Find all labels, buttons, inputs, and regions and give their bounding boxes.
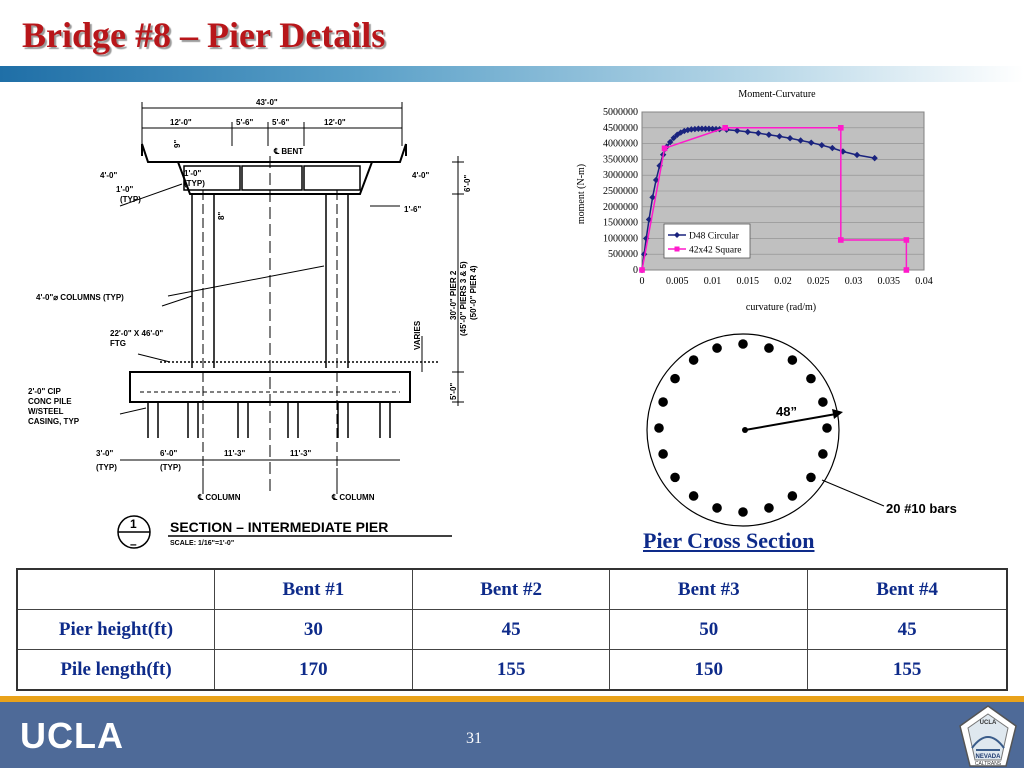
x-tick-label: 0.04 xyxy=(915,276,933,287)
cross-section-title: Pier Cross Section xyxy=(643,528,815,553)
x-axis-label: curvature (rad/m) xyxy=(745,302,817,313)
section-scale: SCALE: 1/16"=1'-0" xyxy=(170,540,235,547)
data-point xyxy=(662,146,668,152)
columns-note: 4'-0"⌀ COLUMNS (TYP) xyxy=(36,293,124,302)
bent-label: ℄ BENT xyxy=(274,147,304,156)
dim-4-0-left: 4'-0" xyxy=(100,171,118,180)
data-point xyxy=(639,267,645,273)
y-tick-label: 0 xyxy=(633,265,638,276)
dim-3-0: 3'-0" xyxy=(96,449,114,458)
section-number: 1 xyxy=(130,517,137,531)
rebar-dot xyxy=(658,397,668,407)
table-header-row xyxy=(17,569,1007,610)
pile-note-3: W/STEEL xyxy=(28,407,64,416)
x-tick-labels xyxy=(640,276,933,287)
table-header-cell: Bent #3 xyxy=(610,569,808,610)
rebar-dot xyxy=(822,423,832,433)
pile-note-2: CONC PILE xyxy=(28,397,72,406)
table-header-cell: Bent #2 xyxy=(412,569,610,610)
rebar-dot xyxy=(738,339,748,349)
table-header-cell xyxy=(17,569,215,610)
dim-12a: 12'-0" xyxy=(170,118,192,127)
rebar-dot xyxy=(788,491,798,501)
legend-marker xyxy=(675,247,680,252)
table-cell: 155 xyxy=(412,650,610,691)
table-header-cell: Bent #4 xyxy=(808,569,1007,610)
footer-bar xyxy=(0,702,1024,768)
rebar-dot xyxy=(788,355,798,365)
y-tick-label: 5000000 xyxy=(603,107,638,118)
rebar-dot xyxy=(654,423,664,433)
table-header-cell: Bent #1 xyxy=(215,569,413,610)
y-tick-label: 3500000 xyxy=(603,154,638,166)
table-cell: 45 xyxy=(808,610,1007,650)
rebar-dot xyxy=(818,397,828,407)
dim-6-0b: 6'-0" xyxy=(160,449,178,458)
pile-note-1: 2'-0" CIP xyxy=(28,387,61,396)
row-label: Pile length(ft) xyxy=(17,650,215,691)
radius-label: 48” xyxy=(776,404,797,419)
dim-typ: (TYP) xyxy=(184,179,205,188)
x-tick-label: 0.01 xyxy=(703,276,722,287)
x-tick-label: 0.035 xyxy=(877,276,900,287)
table-cell: 150 xyxy=(610,650,808,691)
table-row xyxy=(17,650,1007,691)
table-cell: 155 xyxy=(808,650,1007,691)
rebar-dot xyxy=(689,491,699,501)
pier-height-1: 30'-0" PIER 2 xyxy=(449,270,458,320)
x-tick-label: 0.005 xyxy=(666,276,689,287)
y-tick-label: 1000000 xyxy=(603,233,638,245)
column-b-label: ℄ COLUMN xyxy=(332,493,375,502)
y-tick-label: 1500000 xyxy=(603,217,638,229)
dim-5-0: 5'-0" xyxy=(449,382,458,400)
dim-11-3b: 11'-3" xyxy=(290,449,312,458)
dim-4-0-right: 4'-0" xyxy=(412,171,430,180)
table-cell: 170 xyxy=(215,650,413,691)
table-cell: 30 xyxy=(215,610,413,650)
data-point xyxy=(904,237,910,243)
data-point xyxy=(838,237,844,243)
dim-typ-b: (TYP) xyxy=(120,195,141,204)
pier-section-drawing xyxy=(20,96,490,556)
y-axis-label: moment (N-m) xyxy=(576,163,587,225)
chart-legend xyxy=(664,224,750,258)
bars-leader xyxy=(822,480,884,506)
pier-height-3: (50'-0" PIER 4) xyxy=(469,265,478,320)
dim-6-typ: (TYP) xyxy=(160,463,181,472)
dim-12b: 12'-0" xyxy=(324,118,346,127)
row-label: Pier height(ft) xyxy=(17,610,215,650)
rebar-dot xyxy=(658,449,668,459)
table-row xyxy=(17,610,1007,650)
rebar-dot xyxy=(764,343,774,353)
varies-label: VARIES xyxy=(413,320,422,350)
dim-9: 9" xyxy=(173,139,182,148)
rebar-dot xyxy=(670,473,680,483)
y-tick-label: 4000000 xyxy=(603,138,638,150)
dim-1-6: 1'-6" xyxy=(404,205,422,214)
x-tick-label: 0.03 xyxy=(844,276,863,287)
chart-title: Moment-Curvature xyxy=(738,89,816,100)
data-point xyxy=(838,125,844,131)
dim-3-typ: (TYP) xyxy=(96,463,117,472)
data-point xyxy=(904,267,910,273)
y-tick-label: 500000 xyxy=(608,249,638,261)
seal-logo-icon xyxy=(958,704,1018,768)
dim-6-0: 6'-0" xyxy=(463,174,472,192)
seal-text-bottom: CALTRANS xyxy=(974,761,1002,767)
moment-curvature-chart xyxy=(570,84,950,324)
rebar-dot xyxy=(806,374,816,384)
table-cell: 50 xyxy=(610,610,808,650)
y-tick-label: 2500000 xyxy=(603,186,638,197)
seal-text-mid: NEVADA xyxy=(975,754,1001,760)
dim-overall-width: 43'-0" xyxy=(256,98,278,107)
dim-11-3a: 11'-3" xyxy=(224,449,246,458)
pier-data-table xyxy=(16,568,1008,691)
rebar-dot xyxy=(712,343,722,353)
y-tick-labels xyxy=(603,107,638,276)
svg-text:–: – xyxy=(130,537,137,551)
ucla-logo: UCLA xyxy=(20,715,124,756)
seal-text-top: UCLA xyxy=(979,720,997,726)
section-title: SECTION – INTERMEDIATE PIER xyxy=(170,519,389,535)
pier-cross-section xyxy=(640,330,990,530)
y-tick-label: 3000000 xyxy=(603,170,638,182)
dim-5a: 5'-6" xyxy=(236,118,254,127)
pile-note-4: CASING, TYP xyxy=(28,417,80,426)
legend-label: 42x42 Square xyxy=(689,245,742,256)
table-cell: 45 xyxy=(412,610,610,650)
x-tick-label: 0.015 xyxy=(736,276,759,287)
rebar-dot xyxy=(764,503,774,513)
data-point xyxy=(722,125,728,131)
bars-label: 20 #10 bars xyxy=(886,501,957,516)
page-number: 31 xyxy=(466,730,482,747)
x-tick-label: 0 xyxy=(639,276,645,287)
title-gradient-bar xyxy=(0,66,1024,82)
dim-1-0: 1'-0" xyxy=(184,169,202,178)
rebar-dot xyxy=(670,374,680,384)
rebar-dot xyxy=(738,507,748,517)
dim-1-0-b: 1'-0" xyxy=(116,185,134,194)
y-tick-label: 2000000 xyxy=(603,201,638,213)
column-a-label: ℄ COLUMN xyxy=(198,493,241,502)
y-tick-label: 4500000 xyxy=(603,122,638,134)
x-tick-label: 0.025 xyxy=(807,276,830,287)
slide-title: Bridge #8 – Pier Details xyxy=(22,15,386,55)
pier-height-2: (45'-0" PIERS 3 & 5) xyxy=(459,261,468,336)
dim-8: 8" xyxy=(217,211,226,220)
rebar-dot xyxy=(818,449,828,459)
rebar-dot xyxy=(806,473,816,483)
footing-note-1: 22'-0" X 46'-0" xyxy=(110,329,164,338)
rebar-dot xyxy=(712,503,722,513)
dim-5b: 5'-6" xyxy=(272,118,290,127)
footing-note-2: FTG xyxy=(110,339,126,348)
rebar-dot xyxy=(689,355,699,365)
x-tick-label: 0.02 xyxy=(774,276,792,287)
legend-label: D48 Circular xyxy=(689,231,739,242)
